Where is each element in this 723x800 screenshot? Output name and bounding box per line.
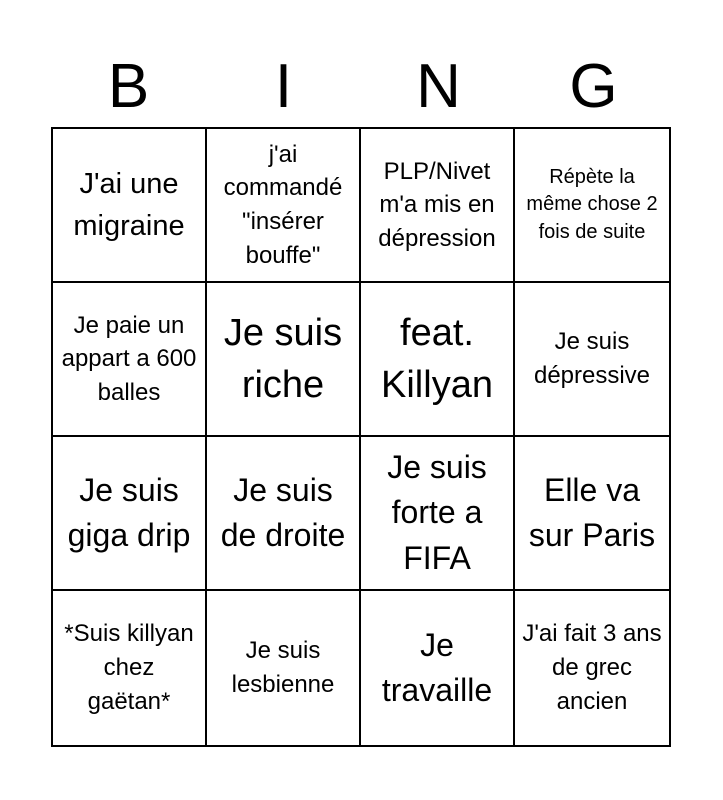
header-letter-b: B [107,52,150,121]
bingo-cell-text: J'ai fait 3 ans de grec ancien [522,619,662,716]
bingo-cell[interactable] [207,129,361,283]
bingo-cell-text: Je suis lesbienne [231,637,335,698]
bingo-cell-text: Je suis de droite [220,471,346,553]
bingo-cell[interactable] [515,129,669,283]
bingo-cell[interactable] [53,437,207,591]
bingo-cell[interactable] [515,283,669,437]
bingo-cell-text: Je suis riche [223,311,343,406]
header-letter-n: N [416,52,461,121]
bingo-cell-text: Je travaille [381,626,493,708]
bingo-cell-text: Je paie un appart a 600 balles [61,311,197,406]
bingo-cell[interactable] [515,437,669,591]
bingo-cell-text: Je suis dépressive [533,328,651,389]
bingo-cell-text: Je suis forte a FIFA [387,448,487,576]
bingo-cell-text: J'ai une migraine [73,167,185,242]
bingo-cell[interactable] [361,283,515,437]
bingo-board [51,127,671,747]
bingo-cell[interactable] [53,591,207,745]
header-letter-g: G [569,52,618,121]
bingo-cell-text: feat. Killyan [381,311,493,406]
bingo-cell-text: PLP/Nivet m'a mis en dépression [378,157,496,252]
bingo-cell[interactable] [207,283,361,437]
header-letter-i: I [274,52,293,121]
bingo-cell[interactable] [361,129,515,283]
bingo-cell[interactable] [53,283,207,437]
bingo-cell[interactable] [361,591,515,745]
bingo-cell-text: j'ai commandé "insérer bouffe" [223,140,343,269]
bingo-cell[interactable] [207,591,361,745]
bingo-cell-text: *Suis killyan chez gaëtan* [64,619,194,716]
bingo-cell[interactable] [515,591,669,745]
bingo-cell[interactable] [361,437,515,591]
bingo-cell-text: Elle va sur Paris [528,471,656,553]
bingo-cell-text: Répète la même chose 2 fois de suite [526,165,658,243]
bingo-cell[interactable] [207,437,361,591]
bingo-cell-text: Je suis giga drip [67,471,191,553]
bingo-header [51,52,671,122]
bingo-cell[interactable] [53,129,207,283]
